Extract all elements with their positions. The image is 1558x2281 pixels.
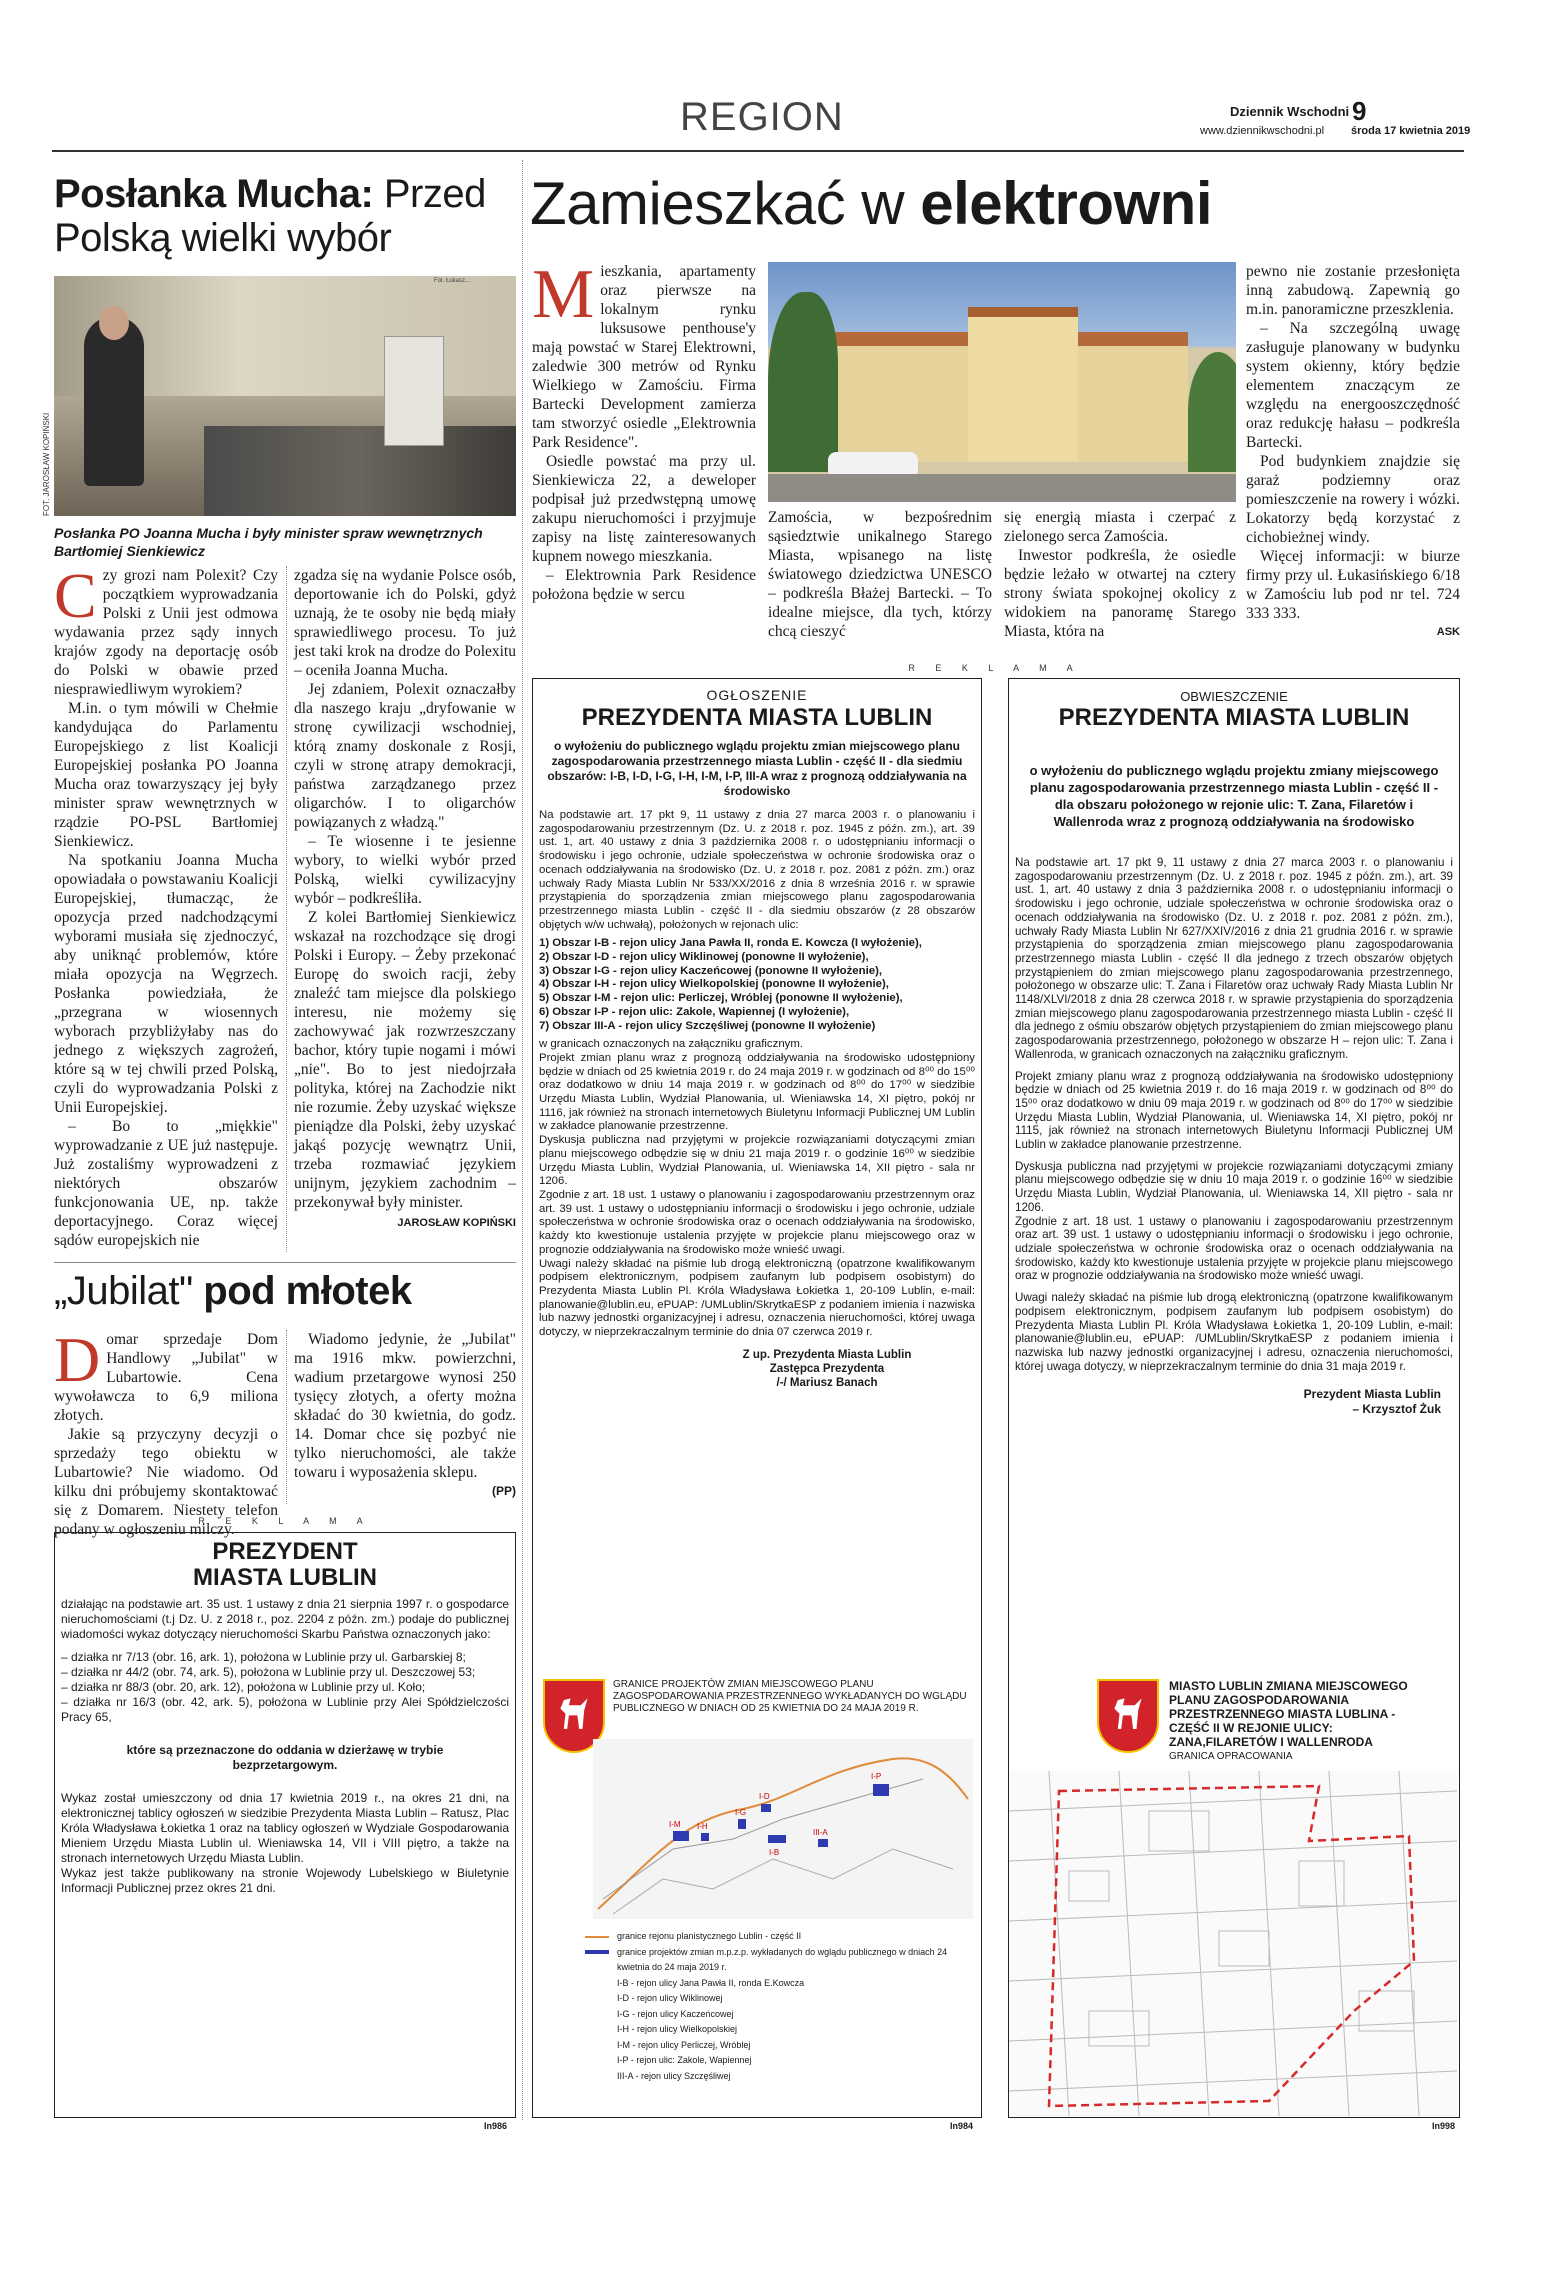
- list-item: 3) Obszar I-G - rejon ulicy Kaczeńcowej (ponowne II wyłożenie),: [539, 964, 883, 977]
- map-label: I-H: [697, 1822, 708, 1831]
- area-III-A: [818, 1839, 828, 1847]
- article1-col2: zgadza się na wydanie Polsce osób, deportowanie ich do Polski, gdyż uznają, że te osoby nie będą miały sprawiedliwego procesu. To już jest taki krok na drodze do Polexitu – oceniła Joanna Mucha. Jej zdaniem, Polexit oznaczałby dla naszego kraju „dryfowanie w stronę cywilizacji wschodniej, którą znamy doskonale z Rosji, czyli w stronę atrapy demokracji, państwa zarządzanego przez oligarchów. I to oligarchów powiązanych z władzą." – Te wiosenne i te jesienne wybory, to wielki wybór przed Polską, wielki cywilizacyjny wybór – podkreśliła. Z kolei Bartłomiej Sienkiewicz wskazał na rozchodzące się drogi Polski i Europy. – Żeby przekonać Europę do swoich racji, żeby znaleźć tam miejsce dla polskiego interesu, nie możemy się zachowywać jak rozwrzeszczany bachor, który tupie nogami i mówi „nie". Bo to jest niedojrzała polityka, której na Zachodzie nikt nie rozumie. Żeby uzyskać większe pieniądze dla Polski, żeby uzyskać jakąś pozycję wewnątrz Unii, trzeba rozmawiać językiem unijnym, językiem zachodnim – przekonywał były minister. JAROSŁAW KOPIŃSKI: [294, 566, 516, 1233]
- list-item: – działka nr 7/13 (obr. 16, ark. 1), położona w Lublinie przy ul. Garbarskiej 8;: [61, 1650, 466, 1664]
- list-item: – działka nr 44/2 (obr. 74, ark. 5), położona w Lublinie przy ul. Deszczowej 53;: [61, 1665, 476, 1679]
- ad-mid-title: PREZYDENTA MIASTA LUBLIN: [581, 704, 933, 731]
- article1-author: JAROSŁAW KOPIŃSKI: [397, 1217, 516, 1229]
- ad-mid-label: OGŁOSZENIE: [706, 687, 808, 703]
- article2-author: (PP): [492, 1484, 516, 1498]
- ad-right-subtitle: o wyłożeniu do publicznego wglądu projektu zmiany miejscowego planu zagospodarowania przestrzennego miasta Lublin - część II - dla obszaru położonego w rejonie ulic: T. Zana, Filaretów i Wallenroda wraz z prognozą oddziaływania na środowisko: [1029, 763, 1439, 829]
- area-I-P: [873, 1784, 889, 1796]
- ad-right: OBWIESZCZENIE PREZYDENTA MIASTA LUBLIN o wyłożeniu do publicznego wglądu projektu zmiany miejscowego planu zagospodarowania przestrzennego miasta Lublin - część II - dla obszaru położonego w rejonie ulic: T. Zana, Filaretów i Wallenroda wraz z prognozą oddziaływania na środowisko Na podstawie art. 17 pkt 9, 11 ustawy z dnia 27 marca 2003 r. o planowaniu i zagospodarowaniu przestrzennym (Dz. U. z 2018 r. poz. 1945 z późn. zm.), art. 39 ust. 1, art. 40 ustawy z dnia 3 października 2008 r. o udostępnianiu informacji o środowisku i jego ochronie, udziale społeczeństwa w ochronie środowiska oraz o ocenach oddziaływania na środowisko (Dz. U. z 2018 r. poz. 2081 z późn. zm.), uchwały Rady Miasta Lublin Nr 627/XXIV/2016 z dnia 21 grudnia 2016 r. w sprawie przystąpienia do sporządzenia zmian miejscowego planu zagospodarowania przestrzennego miasta Lublin - część II dla jednego z trzech obszarów objętych przystąpieniem do zmian miejscowego planu zagospodarowania przestrzennego, położonego w obszarze ulic: T. Zana i Filaretów oraz uchwały Rady Miasta Lublin Nr 1148/XLVI/2018 z dnia 28 czerwca 2018 r. w sprawie przystąpienia do sporządzenia zmian miejscowego planu zagospodarowania przestrzennego miasta Lublin - część II dla jednego z ośmiu obszarów objętych przystąpieniem do zmian miejscowego planu zagospodarowania przestrzennego, położonego w obszarze H – rejon ulic: T. Zana i Wallenroda, w granicach oznaczonych na załączniku graficznym. Projekt zmiany planu wraz z prognozą oddziaływania na środowisko udostępniony będzie w dniach od 25 kwietnia 2019 r. do 16 maja 2019 r. w godzinach od 8⁰⁰ do 15⁰⁰ oraz dodatkowo w dniu 09 maja 2019 r. w godzinach od 8⁰⁰ do 17⁰⁰ w siedzibie Urzędu Miasta Lublin, Wydział Planowania, ul. Wieniawska 14, XI piętro, pokój nr 1115, jak również na stronach internetowych Biuletynu Informacji Publicznej UM Lublin w zakładce planowanie przestrzenne. Dyskusja publiczna nad przyjętymi w projekcie rozwiązaniami dotyczącymi zmiany planu miejscowego odbędzie się w dniu 10 maja 2019 r. o godzinie 16⁰⁰ w siedzibie Urzędu Miasta Lublin, Wydział Planowania, ul. Wieniawska 14, XII piętro - sala nr 1206. Zgodnie z art. 18 ust. 1 ustawy o planowaniu i zagospodarowaniu przestrzennym oraz art. 39 ust. 1 ustawy o udostępnianiu informacji o środowisku i jego ochronie, udziale społeczeństwa w ochronie środowiska oraz o ocenach oddziaływania na środowisko, każdy kto kwestionuje ustalenia przyjęte w projekcie planu miejscowego oraz w prognozie oddziaływania na środowisko może wnieść uwagi. Uwagi należy składać na piśmie lub drogą elektroniczną (opatrzone kwalifikowanym podpisem elektronicznym, podpisem zaufanym lub podpisem osobistym) do Prezydenta Miasta Lublin Pl. Króla Władysława Łokietka 1, 20-109 Lublin, e-mail: planowanie@lublin.eu, ePUAP: /UMLublin/SkrytkaESP z podaniem imienia i nazwiska lub nazwy jednostki organizacyjnej i adresu, oznaczenia nieruchomości, której uwaga dotyczy, w nieprzekraczalnym terminie do dnia 31 maja 2019 r. Prezydent Miasta Lublin – Krzysztof Żuk MIASTO LUBLIN ZMIANA MIEJSCOWEGO PLANU ZAGOSPODAROWANIA PRZESTRZENNEGO MIASTA LUBLINA - CZĘŚĆ II W REJONIE ULICY: ZANA,FILARETÓW I WALLENRODA GRANICA OPRACOWANIA: [1008, 678, 1460, 2118]
- dropcap: M: [532, 256, 595, 333]
- ad-right-title: PREZYDENTA MIASTA LUBLIN: [1058, 704, 1410, 731]
- article3-col3: się energią miasta i czerpać z zielonego serca Zamościa. Inwestor podkreśla, że osiedle będzie leżało w otwartej na cztery strony świata spokojnej okolicy z widokiem na panoramę Starego Miasta, która na: [1004, 509, 1236, 640]
- header-rule: [52, 150, 1464, 152]
- ad-left: PREZYDENT MIASTA LUBLIN działając na podstawie art. 35 ust. 1 ustawy z dnia 21 sierpnia 1997 r. o gospodarce nieruchomościami (t.j Dz. U. z 2018 r., poz. 2204 z późn. zm.) podaje do publicznej wiadomości wykaz dotyczący nieruchomości Skarbu Państwa oznaczonych jako: – działka nr 7/13 (obr. 16, ark. 1), położona w Lublinie przy ul. Garbarskiej 8; – działka nr 44/2 (obr. 74, ark. 5), położona w Lublinie przy ul. Deszczowej 53; – działka nr 88/3 (obr. 20, ark. 12), położona w Lublinie przy ul. Koło; – działka nr 16/3 (obr. 42, ark. 5), położona w Lublinie przy Alei Spółdzielczości Pracy 65, które są przeznaczone do oddania w dzierżawę w trybie bezprzetargowym. Wykaz został umieszczony od dnia 17 kwietnia 2019 r., na okres 21 dni, na elektronicznej tablicy ogłoszeń w siedzibie Prezydenta Miasta Lublin – Ratusz, Plac Króla Władysława Łokietka 1 oraz na tablicy ogłoszeń w Wydziale Gospodarowania Mieniem Urzędu Miasta Lublin ul. Wieniawska 14, VII i VIII piętro, a także na stronach internetowych Urzędu Miasta Lublin. Wykaz jest także publikowany na stronie Wojewody Lubelskiego w Biuletynie Informacji Publicznej przez okres 21 dni.: [54, 1532, 516, 2118]
- list-item: – działka nr 88/3 (obr. 20, ark. 12), położona w Lublinie przy ul. Koło;: [61, 1680, 426, 1694]
- article2-col2: Wiadomo jedynie, że „Jubilat" ma 1916 mkw. powierzchni, wadium przetargowe wynosi 250 tysięcy złotych, a oferty można składać do 30 kwietnia, do godz. 14. Domar chce się pozbyć nie tylko nieruchomości, ale także towaru i wyposażenia sklepu. (PP): [294, 1330, 516, 1501]
- map-label: I-B: [769, 1848, 780, 1857]
- map-legend: granice rejonu planistycznego Lublin - część II granice projektów zmian m.p.z.p. wykładanych do wglądu publicznego w dniach 24 kwietnia do 24 maja 2019 r. I-B - rejon ulicy Jana Pawła II, ronda E.Kowcza I-D - rejon ulicy Wiklinowej I-G - rejon ulicy Kaczeńcowej I-H - rejon ulicy Wielkopolskiej I-M - rejon ulicy Perliczej, Wróblej I-P - rejon ulic: Zakole, Wapiennej III-A - rejon ulicy Szczęśliwej: [585, 1929, 975, 2084]
- site-url[interactable]: www.dziennikwschodni.pl: [1200, 125, 1325, 137]
- ad-mid-code: In984: [950, 2121, 974, 2131]
- article3-col4: pewno nie zostanie przesłonięta inną zabudową. Zapewnią go m.in. panoramiczne przeszklenia. – Na szczególną uwagę zasługuje planowany w budynku system okienny, który będzie elementem znaczącym ze względu na energooszczędność oraz redukcję hałasu – podkreśla Bartecki. Pod budynkiem znajdzie się garaż podziemny oraz pomieszczenie na rowery i wózki. Lokatorzy będą korzystać z cichobieżnej windy. Więcej informacji: w biurze firmy przy ul. Łukasińskiego 6/18 w Zamościu lub pod nr tel. 724 333 333. ASK: [1246, 262, 1460, 642]
- article3-col2: Zamościa, w bezpośrednim sąsiedztwie unikalnego Starego Miasta, wpisanego na listę światowego dziedzictwa UNESCO – podkreśla Błażej Bartecki. – To idealne miejsce, dla tych, którzy chcą cieszyć: [768, 509, 992, 640]
- photo-tag: Fot. Łukasz...: [434, 278, 471, 284]
- speaker-figure: [84, 316, 144, 486]
- list-item: 6) Obszar I-P - rejon ulic: Zakole, Wapiennej (I wyłożenie),: [539, 1005, 850, 1018]
- article2-col1: D omar sprzedaje Dom Handlowy „Jubilat" w Lubartowie. Cena wywoławcza to 6,9 miliona złotych. Jakie są przyczyny decyzji o sprzedaży tego obiektu w Lubartowie? Nie wiadomo. Od kilku dni próbujemy skontaktować się z Domarem. Niestety telefon podany w ogłoszeniu milczy.: [54, 1324, 278, 1538]
- map-label: I-M: [669, 1820, 681, 1829]
- article1-title: Posłanka Mucha: Przed Polską wielki wybór: [54, 172, 486, 260]
- plan-map: [593, 1739, 973, 1919]
- map-title: GRANICE PROJEKTÓW ZMIAN MIEJSCOWEGO PLANU ZAGOSPODAROWANIA PRZESTRZENNEGO WYKŁADANYCH DO WGLĄDU PUBLICZNEGO W DNIACH OD 25 KWIETNIA DO 24 MAJA 2019 R.: [613, 1679, 967, 1714]
- list-item: 2) Obszar I-D - rejon ulicy Wiklinowej (ponowne II wyłożenie),: [539, 951, 869, 964]
- map-title: MIASTO LUBLIN ZMIANA MIEJSCOWEGO PLANU ZAGOSPODAROWANIA PRZESTRZENNEGO MIASTA LUBLINA - CZĘŚĆ II W REJONIE ULICY: ZANA,FILARETÓW I WALLENRODA: [1169, 1679, 1408, 1749]
- trees: [768, 292, 838, 472]
- ad-right-code: In998: [1432, 2121, 1456, 2131]
- signature-line: /-/ Mariusz Banach: [776, 1376, 878, 1389]
- area-I-B: [768, 1835, 786, 1843]
- list-item: 1) Obszar I-B - rejon ulicy Jana Pawła II, ronda E. Kowcza (I wyłożenie),: [539, 937, 922, 950]
- ad-left-title1: PREZYDENT: [212, 1538, 358, 1565]
- signature-line: – Krzysztof Żuk: [1352, 1402, 1441, 1417]
- reklama-label: R E K L A M A: [908, 663, 1082, 673]
- ad-mid: OGŁOSZENIE PREZYDENTA MIASTA LUBLIN o wyłożeniu do publicznego wglądu projektu zmian miejscowego planu zagospodarowania przestrzennego miasta Lublin - część II - dla siedmiu obszarów: I-B, I-D, I-G, I-H, I-M, I-P, III-A wraz z prognozą oddziaływania na środowisko Na podstawie art. 17 pkt 9, 11 ustawy z dnia 27 marca 2003 r. o planowaniu i zagospodarowaniu przestrzennym (Dz. U. z 2018 r. poz. 1945 z późn. zm.), art. 39 ust. 1, art. 40 ustawy z dnia 3 października 2008 r. o udostępnianiu informacji o środowisku i jego ochronie, udziale społeczeństwa w ochronie środowiska oraz o ocenach oddziaływania na środowisko (Dz. U. z 2018 r. poz. 2081 z późn. zm.) oraz uchwały Rady Miasta Lublin Nr 533/XX/2016 z dnia 8 września 2016 r. w sprawie przystąpienia do sporządzenia zmian miejscowego planu zagospodarowania przestrzennego miasta Lublin - część II - dla siedmiu obszarów (z 28 obszarów objętych w/w uchwałą), położonych w rejonach ulic: 1) Obszar I-B - rejon ulicy Jana Pawła II, ronda E. Kowcza (I wyłożenie), 2) Obszar I-D - rejon ulicy Wiklinowej (ponowne II wyłożenie), 3) Obszar I-G - rejon ulicy Kaczeńcowej (ponowne II wyłożenie), 4) Obszar I-H - rejon ulicy Wielkopolskiej (ponowne II wyłożenie), 5) Obszar I-M - rejon ulic: Perliczej, Wróblej (ponowne II wyłożenie), 6) Obszar I-P - rejon ulic: Zakole, Wapiennej (I wyłożenie), 7) Obszar III-A - rejon ulicy Szczęśliwej (ponowne II wyłożenie) w granicach oznaczonych na załączniku graficznym. Projekt zmian planu wraz z prognozą oddziaływania na środowisko udostępniony będzie w dniach od 25 kwietnia 2019 r. do 24 maja 2019 r. w godzinach od 8⁰⁰ do 15⁰⁰ oraz dodatkowo w dniu 14 maja 2019 r. w godzinach od 8⁰⁰ do 17⁰⁰ w siedzibie Urzędu Miasta Lublin, Wydział Planowania, ul. Wieniawska 14, XI piętro, pokój nr 1116, jak również na stronach internetowych Biuletynu Informacji Publicznej UM Lublin w zakładce planowanie przestrzenne. Dyskusja publiczna nad przyjętymi w projekcie rozwiązaniami dotyczącymi zmian planu miejscowego odbędzie się w dniu 21 maja 2019 r. o godzinie 16⁰⁰ w siedzibie Urzędu Miasta Lublin, Wydział Planowania, ul. Wieniawska 14, XII piętro - sala nr 1206. Zgodnie z art. 18 ust. 1 ustawy o planowaniu i zagospodarowaniu przestrzennym oraz art. 39 ust. 1 ustawy o udostępnianiu informacji o środowisku i jego ochronie, udziale społeczeństwa w ochronie środowiska oraz o ocenach oddziaływania na środowisko, każdy kto kwestionuje ustalenia przyjęte w projekcie planu miejscowego oraz w prognozie oddziaływania na środowisko może wnieść uwagi. Uwagi należy składać na piśmie lub drogą elektroniczną (opatrzone kwalifikowanym podpisem elektronicznym, podpisem zaufanym lub podpisem osobistym) do Prezydenta Miasta Lublin Pl. Króla Władysława Łokietka 1, 20-109 Lublin, e-mail: planowanie@lublin.eu, ePUAP: /UMLublin/SkrytkaESP z podaniem imienia i nazwiska lub nazwy jednostki organizacyjnej i adresu, oznaczenia nieruchomości, której uwaga dotyczy, w nieprzekraczalnym terminie do dnia 07 czerwca 2019 r. Z up. Prezydenta Miasta Lublin Zastępca Prezydenta /-/ Mariusz Banach GRANICE PROJEKTÓW ZMIAN MIEJSCOWEGO PLANU ZAGOSPODAROWANIA PRZESTRZENNEGO WYKŁADANYCH DO WGLĄDU PUBLICZNEGO W DNIACH OD 25 KWIETNIA DO 24 MAJA 2019 R. I-M I-H I-G I-D I-B III-A I-P granice rejonu planistycznego Lublin - część II granice projektów zmian m.p.z.p. wykładanych do wglądu publicznego w dniach 24 kwietnia do 24 maja 2019 r. I-B - rejon ulicy Jana Pawła II, ronda E.Kowcza I-D - rejon ulicy Wiklinowej I-G - rejon ulicy Kaczeńcowej I-H - rejon ulicy Wielkopolskiej I-M - rejon ulicy Perliczej, Wróblej I-P - rejon ulic: Zakole, Wapiennej III-A - rejon ulicy Szczęśliwej: [532, 678, 982, 2118]
- audience: [204, 426, 516, 516]
- page-number: 9: [1352, 96, 1367, 126]
- ad-left-title2: MIASTA LUBLIN: [193, 1564, 377, 1591]
- area-I-H: [701, 1833, 709, 1841]
- ad-mid-subtitle: o wyłożeniu do publicznego wglądu projektu zmian miejscowego planu zagospodarowania przestrzennego miasta Lublin - część II - dla siedmiu obszarów: I-B, I-D, I-G, I-H, I-M, I-P, III-A wraz z prognozą oddziaływania na środowisko: [547, 739, 967, 798]
- map-label: I-G: [735, 1808, 747, 1817]
- map-label: I-D: [759, 1792, 770, 1801]
- dropcap: C: [54, 560, 97, 631]
- list-item: 7) Obszar III-A - rejon ulicy Szczęśliwej (ponowne II wyłożenie): [539, 1019, 876, 1032]
- article1-col1: C zy grozi nam Polexit? Czy początkiem wyprowadzania Polski z Unii jest odmowa wydawania przez sądy innych krajów zgody na deportację osób do Polski w obawie przed niesprawiedliwym wyrokiem? M.in. o tym mówili w Chełmie kandydująca do Parlamentu Europejskiego z list Koalicji Europejskiej posłanka PO Joanna Mucha oraz towarzyszący jej były minister spraw wewnętrznych w rządzie PO-PSL Bartłomiej Sienkiewicz. Na spotkaniu Joanna Mucha opowiadała o powstawaniu Koalicji Europejskiej, tłumacząc, że opozycja przed nadchodzącymi wyborami musiała się zjednoczyć, aby uniknąć problemów, które miała opozycja na Węgrzech. Posłanka powiedziała, że „przegrana w wiosennych wyborach przybliżyłaby nas do jednego z większych zagrożeń, które są w tej chwili przed Polską, czyli do wyprowadzania Polski z Unii Europejskiej. – Bo to „miękkie" wyprowadzanie z UE już następuje. Już zostaliśmy wyprowadzeni z niektórych obszarów funkcjonowania UE, np. także deportacyjnego. Coraz więcej sądów europejskich nie: [54, 560, 278, 1249]
- article3-author: ASK: [1436, 626, 1460, 638]
- zoning-map: [1009, 1771, 1457, 2116]
- article3-photo: [768, 262, 1236, 502]
- photo-credit: FOT. JAROSŁAW KOPIŃSKI: [42, 412, 51, 516]
- dropcap: D: [54, 1324, 101, 1395]
- map-label: III-A: [813, 1828, 828, 1837]
- paper-name: Dziennik Wschodni: [1230, 104, 1350, 119]
- area-I-D: [761, 1804, 771, 1812]
- list-item: 4) Obszar I-H - rejon ulicy Wielkopolskiej (ponowne II wyłożenie),: [539, 978, 889, 991]
- map-label: I-P: [871, 1772, 882, 1781]
- area-I-G: [738, 1819, 746, 1829]
- article1-photo: [54, 276, 516, 516]
- lublin-crest-icon: [1097, 1679, 1159, 1753]
- ad-right-label: OBWIESZCZENIE: [1180, 689, 1288, 704]
- issue-date: środa 17 kwietnia 2019: [1351, 125, 1471, 137]
- section-title: REGION: [680, 95, 844, 139]
- article3-col1: M ieszkania, apartamenty oraz pierwsze na lokalnym rynku luksusowe penthouse'y mają powstać w Starej Elektrowni, zaledwie 300 metrów od Rynku Wielkiego w Zamościu. Firma Bartecki Development zamierza tam stworzyć osiedle „Elektrownia Park Residence". Osiedle powstać ma przy ul. Sienkiewicza 22, a deweloper podpisał już przedwstępną umowę zakupu nieruchomości i przyjmuje zapisy na listę zainteresowanych kupnem nowego mieszkania. – Elektrownia Park Residence położona będzie w sercu: [532, 256, 756, 603]
- signature-line: Z up. Prezydenta Miasta Lublin: [742, 1348, 912, 1361]
- reklama-label: R E K L A M A: [198, 1516, 372, 1526]
- article3-title: Zamieszkać w elektrowni: [530, 170, 1212, 237]
- list-item: 5) Obszar I-M - rejon ulic: Perliczej, Wróblej (ponowne II wyłożenie),: [539, 992, 903, 1005]
- signature-line: Prezydent Miasta Lublin: [1303, 1387, 1441, 1402]
- article2-title: „Jubilat" pod młotek: [54, 1269, 412, 1313]
- area-I-M: [673, 1831, 689, 1841]
- map-subtitle: GRANICA OPRACOWANIA: [1169, 1751, 1293, 1762]
- photo-caption: Posłanka PO Joanna Mucha i były minister spraw wewnętrznych Bartłomiej Sienkiewicz: [54, 525, 483, 559]
- list-item: – działka nr 16/3 (obr. 42, ark. 5), położona w Lublinie przy Alei Spółdzielczości Pracy 65,: [61, 1695, 509, 1724]
- signature-line: Zastępca Prezydenta: [769, 1362, 885, 1375]
- ad-left-code: In986: [484, 2121, 508, 2131]
